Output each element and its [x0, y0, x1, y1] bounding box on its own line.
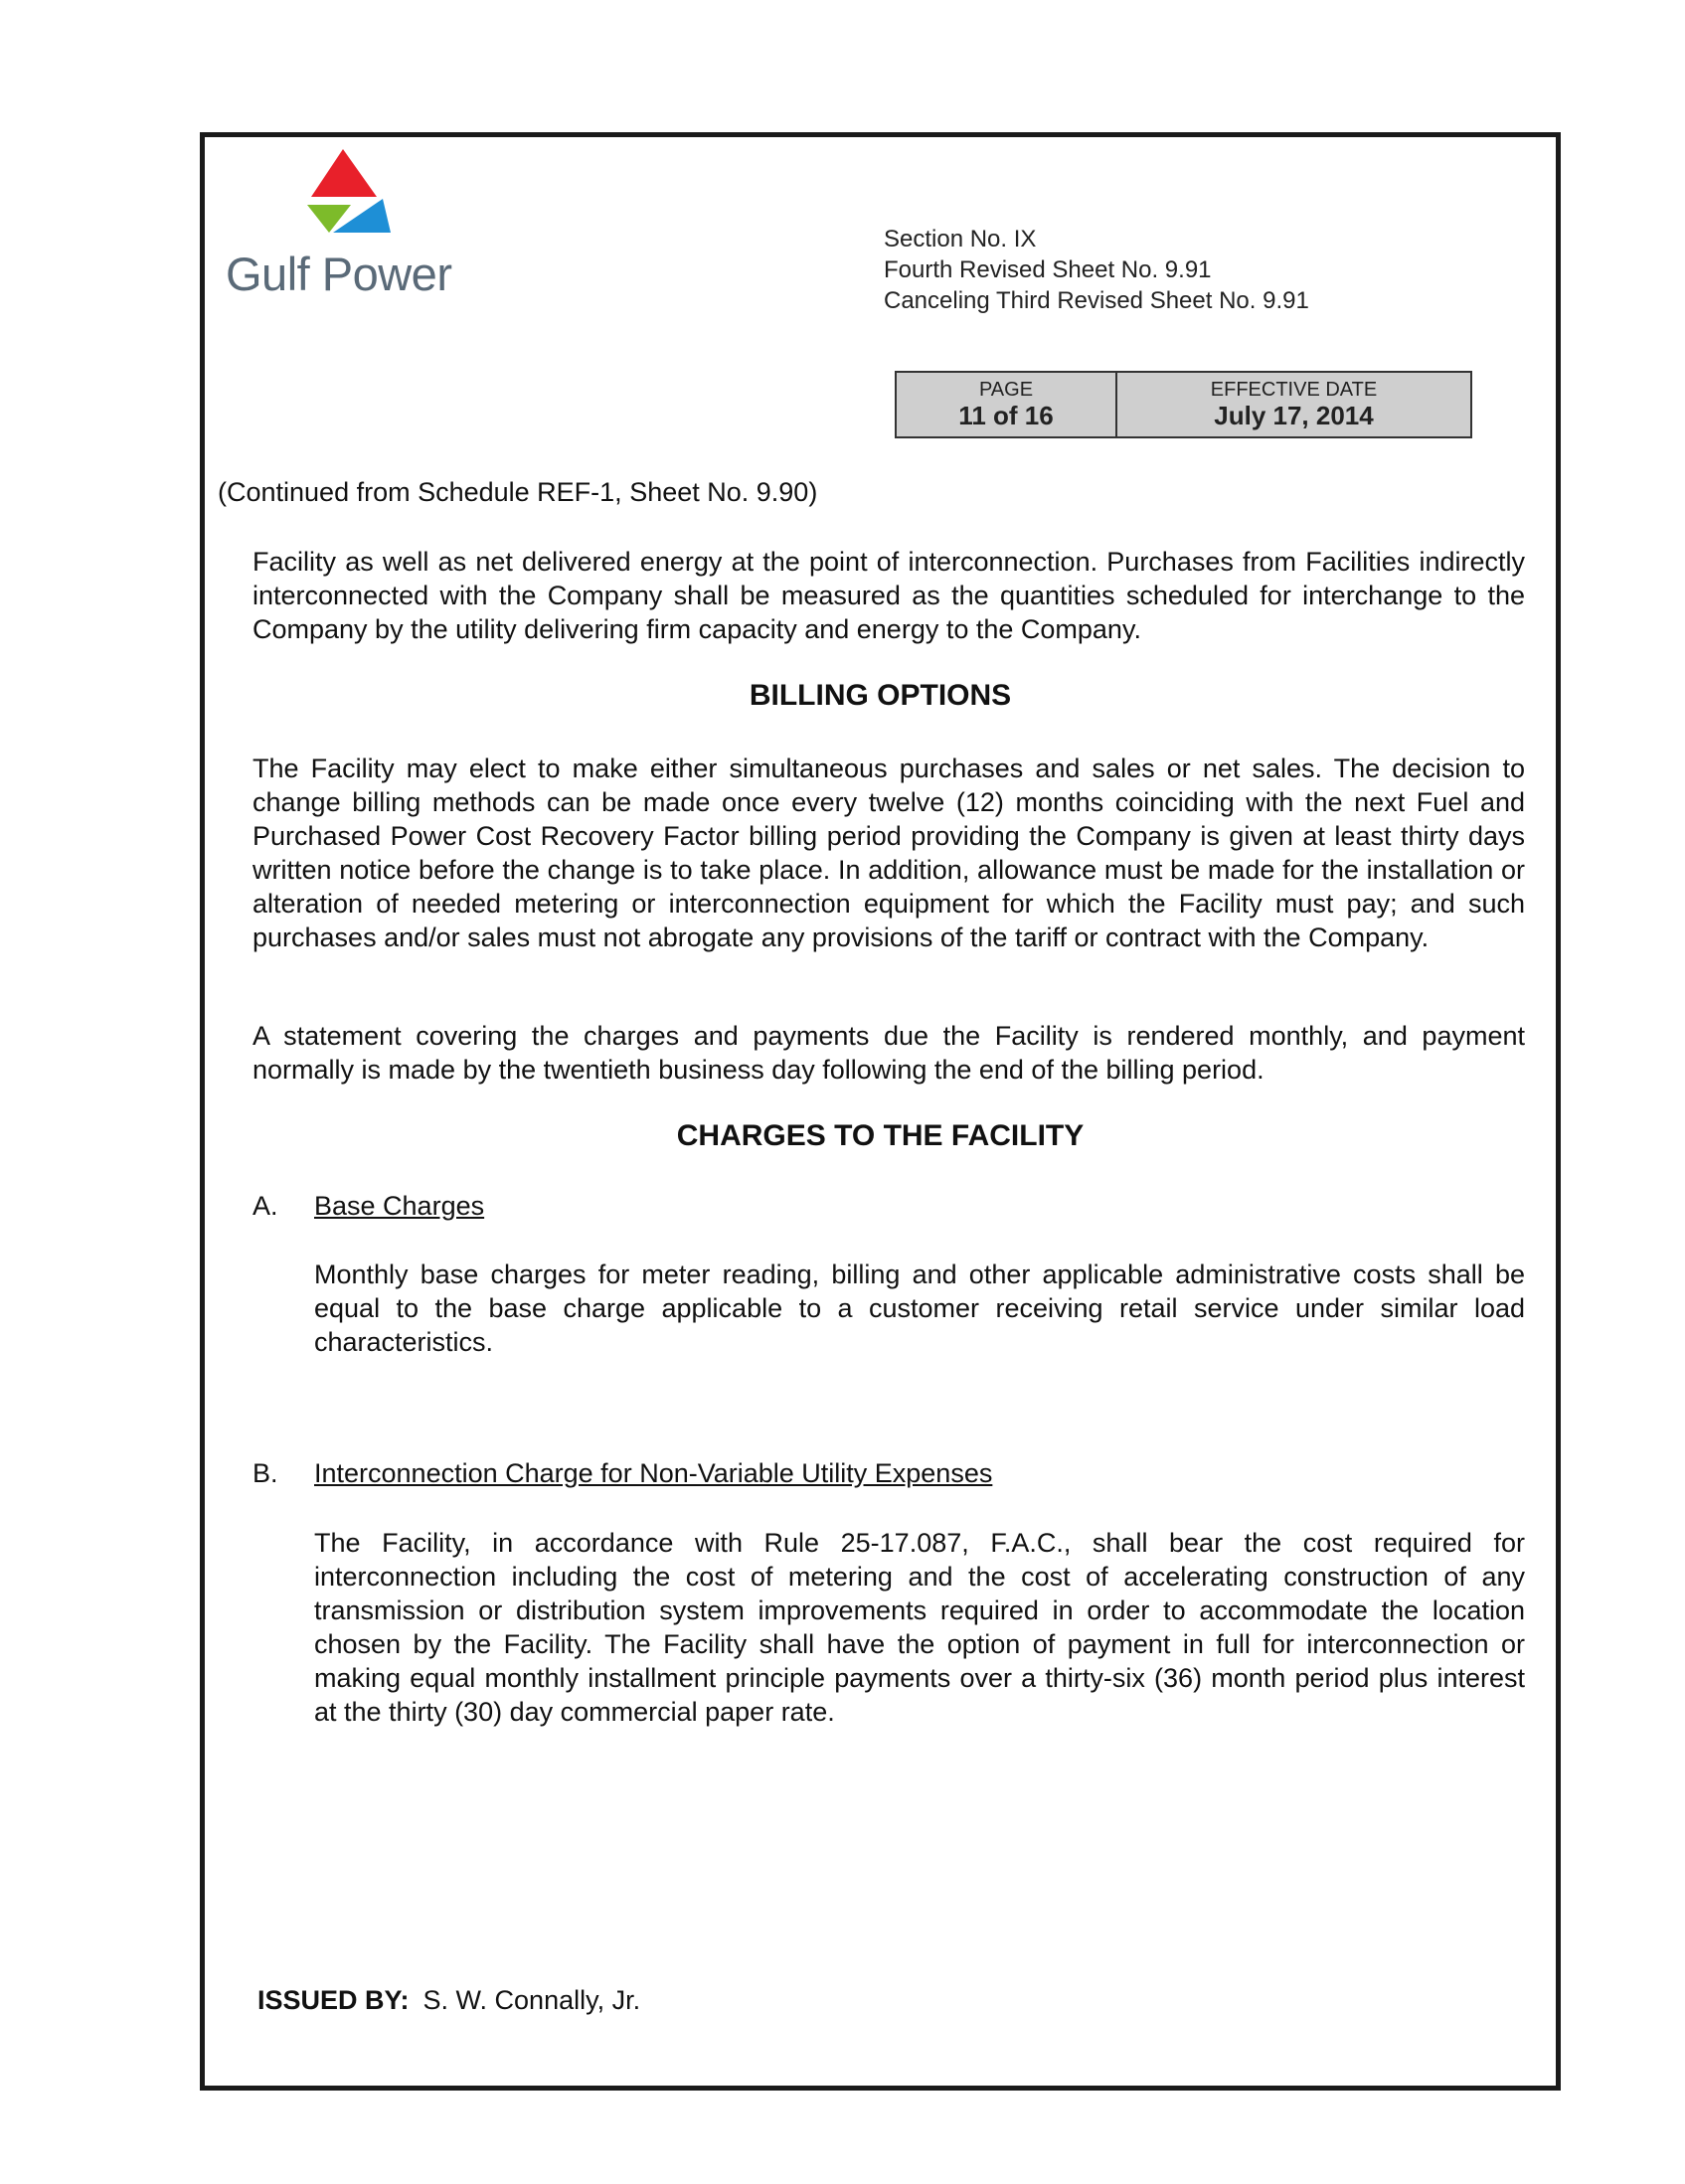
logo-triangle-icon	[293, 149, 393, 239]
page-value: 11 of 16	[958, 401, 1054, 430]
page-effective-box	[895, 371, 1472, 438]
logo-wordmark: Gulf Power	[226, 248, 452, 300]
item-a-title: Base Charges	[314, 1191, 485, 1221]
issued-by	[257, 1985, 640, 2016]
page-cell	[897, 373, 1117, 436]
item-b-title: Interconnection Charge for Non-Variable Utility Expenses	[314, 1458, 993, 1488]
charges-heading: CHARGES TO THE FACILITY	[676, 1119, 1085, 1152]
item-b-letter: B.	[253, 1458, 278, 1488]
sheet-number: Fourth Revised Sheet No. 9.91	[884, 256, 1212, 283]
item-a-letter: A.	[253, 1191, 278, 1221]
intro-paragraph: Facility as well as net delivered energy at the point of interconnection. Purchases from Facilities indirectly interconnected with the Company shall be measured as the quantities scheduled for interchange to the Company by the utility delivering firm capacity and energy to the Company.	[253, 547, 1525, 644]
item-b-text: The Facility, in accordance with Rule 25-17.087, F.A.C., shall bear the cost required for interconnection including the cost of metering and the cost of accelerating construction of any transmission or distribution system improvements required in order to accommodate the location chosen by the Facility. The Facility shall have the option of payment in full for interconnection or making equal monthly installment principle payments over a thirty-six (36) month period plus interest at the thirty (30) day commercial paper rate.	[314, 1528, 1525, 1727]
billing-options-paragraph-1: The Facility may elect to make either simultaneous purchases and sales or net sales. The decision to change billing methods can be made once every twelve (12) months coinciding with the next Fuel and Purchased Power Cost Recovery Factor billing period providing the Company is given at least thirty days written notice before the change is to take place. In addition, allowance must be made for the installation or alteration of needed metering or interconnection equipment for which the Facility must pay; and such purchases and/or sales must not abrogate any provisions of the tariff or contract with the Company.	[253, 754, 1525, 952]
page-label: PAGE	[978, 379, 1034, 401]
canceling-sheet: Canceling Third Revised Sheet No. 9.91	[884, 287, 1309, 314]
item-a-text: Monthly base charges for meter reading, billing and other applicable administrative costs shall be equal to the base charge applicable to a customer receiving retail service under similar load characteristics.	[314, 1260, 1525, 1357]
effective-date-value: July 17, 2014	[1214, 401, 1374, 430]
issued-by-name: S. W. Connally, Jr.	[422, 1985, 641, 2015]
gulf-power-logo	[226, 149, 464, 308]
section-number: Section No. IX	[884, 226, 1037, 252]
billing-options-heading: BILLING OPTIONS	[749, 679, 1012, 712]
effective-date-cell	[1117, 373, 1470, 436]
billing-options-paragraph-2: A statement covering the charges and payments due the Facility is rendered monthly, and payment normally is made by the twentieth business day following the end of the billing period.	[253, 1021, 1525, 1085]
sheet-info	[884, 224, 1309, 316]
effective-date-label: EFFECTIVE DATE	[1210, 379, 1378, 401]
continued-note: (Continued from Schedule REF-1, Sheet No. 9.90)	[218, 477, 818, 507]
issued-by-label: ISSUED BY:	[257, 1985, 410, 2015]
